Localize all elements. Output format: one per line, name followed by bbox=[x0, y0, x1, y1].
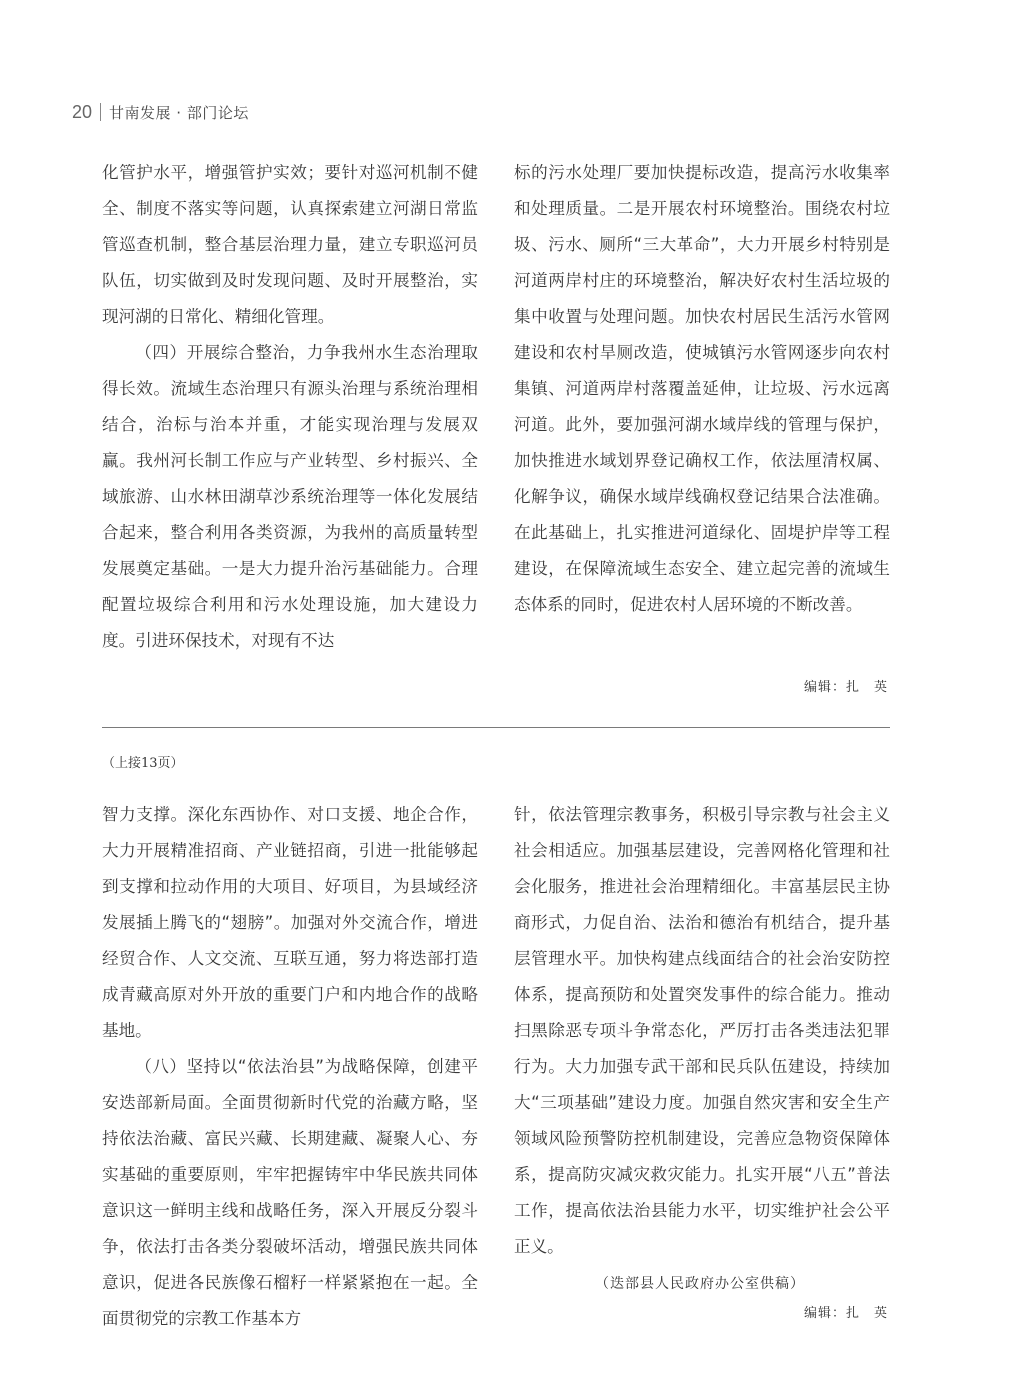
source-credit: （迭部县人民政府办公室供稿） bbox=[595, 1276, 805, 1292]
top-right-column bbox=[514, 155, 890, 623]
top-left-column bbox=[102, 155, 478, 659]
paragraph: （八）坚持以“依法治县”为战略保障，创建平安迭部新局面。全面贯彻新时代党的治藏方略，坚持依法治藏、富民兴藏、长期建藏、凝聚人心、夯实基础的重要原则，牢牢把握铸牢中华民族共同体意识这一鲜明主线和战略任务，深入开展反分裂斗争，依法打击各类分裂破坏活动，增强民族共同体意识，促进各民族像石榴籽一样紧紧抱在一起。全面贯彻党的宗教工作基本方 bbox=[102, 1057, 478, 1328]
paragraph: 智力支撑。深化东西协作、对口支援、地企合作，大力开展精准招商、产业链招商，引进一批能够起到支撑和拉动作用的大项目、好项目，为县域经济发展插上腾飞的“翅膀”。加强对外交流合作，增进经贸合作、人文交流、互联互通，努力将迭部打造成青藏高原对外开放的重要门户和内地合作的战略基地。 bbox=[102, 805, 478, 1040]
continued-from-note: （上接13页） bbox=[102, 756, 184, 771]
editor-credit: 编辑：扎 英 bbox=[803, 1306, 888, 1321]
bottom-left-column bbox=[102, 797, 478, 1337]
running-title: 甘南发展 · 部门论坛 bbox=[109, 103, 249, 122]
paragraph: 化管护水平，增强管护实效；要针对巡河机制不健全、制度不落实等问题，认真探索建立河湖日常监管巡查机制，整合基层治理力量，建立专职巡河员队伍，切实做到及时发现问题、及时开展整治，实现河湖的日常化、精细化管理。 bbox=[102, 163, 478, 326]
section-divider bbox=[102, 727, 890, 728]
header-divider bbox=[100, 103, 101, 121]
paragraph: 标的污水处理厂要加快提标改造，提高污水收集率和处理质量。二是开展农村环境整治。围绕农村垃圾、污水、厕所“三大革命”，大力开展乡村特别是河道两岸村庄的环境整治，解决好农村生活垃圾的集中收置与处理问题。加快农村居民生活污水管网建设和农村旱厕改造，使城镇污水管网逐步向农村集镇、河道两岸村落覆盖延伸，让垃圾、污水远离河道。此外，要加强河湖水域岸线的管理与保护，加快推进水域划界登记确权工作，依法厘清权属、化解争议，确保水域岸线确权登记结果合法准确。在此基础上，扎实推进河道绿化、固堤护岸等工程建设，在保障流域生态安全、建立起完善的流域生态体系的同时，促进农村人居环境的不断改善。 bbox=[514, 163, 890, 614]
page-number: 20 bbox=[72, 101, 93, 122]
paragraph: 针，依法管理宗教事务，积极引导宗教与社会主义社会相适应。加强基层建设，完善网格化管理和社会化服务，推进社会治理精细化。丰富基层民主协商形式，力促自治、法治和德治有机结合，提升基层管理水平。加快构建点线面结合的社会治安防控体系，提高预防和处置突发事件的综合能力。推动扫黑除恶专项斗争常态化，严厉打击各类违法犯罪行为。大力加强专武干部和民兵队伍建设，持续加大“三项基础”建设力度。加强自然灾害和安全生产领域风险预警防控机制建设，完善应急物资保障体系，提高防灾减灾救灾能力。扎实开展“八五”普法工作，提高依法治县能力水平，切实维护社会公平正义。 bbox=[514, 805, 890, 1256]
bottom-right-column bbox=[514, 797, 890, 1265]
editor-credit: 编辑：扎 英 bbox=[803, 680, 888, 695]
running-header bbox=[72, 98, 249, 126]
paragraph: （四）开展综合整治，力争我州水生态治理取得长效。流域生态治理只有源头治理与系统治理相结合，治标与治本并重，才能实现治理与发展双赢。我州河长制工作应与产业转型、乡村振兴、全域旅游、山水林田湖草沙系统治理等一体化发展结合起来，整合利用各类资源，为我州的高质量转型发展奠定基础。一是大力提升治污基础能力。合理配置垃圾综合利用和污水处理设施，加大建设力度。引进环保技术，对现有不达 bbox=[102, 343, 478, 650]
